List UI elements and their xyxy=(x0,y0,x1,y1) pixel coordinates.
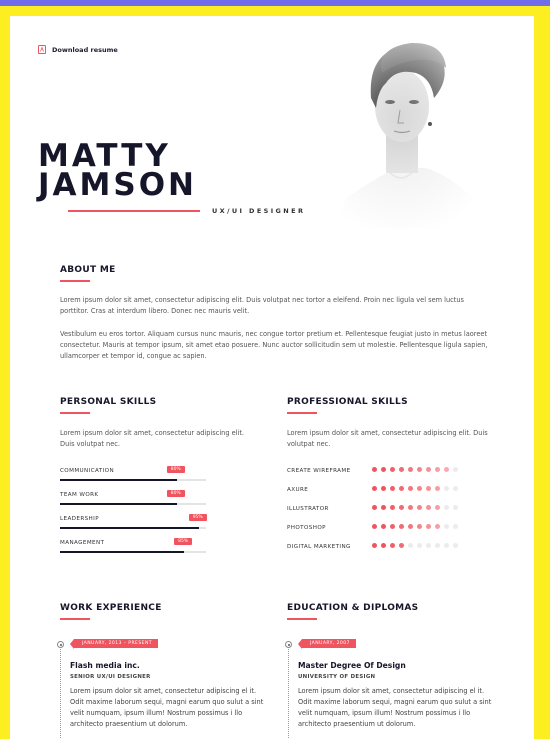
skill-level-dot xyxy=(390,524,395,529)
about-title: ABOUT ME xyxy=(60,265,116,275)
skill-level-dot xyxy=(435,543,440,548)
skill-level-dot xyxy=(381,524,386,529)
personal-skill-label: MANAGEMENT xyxy=(60,540,105,546)
name-underline xyxy=(68,210,200,212)
education-timeline-node xyxy=(285,641,292,648)
skill-level-dot xyxy=(453,524,458,529)
work-timeline-node xyxy=(57,641,64,648)
personal-skill-bar-fill xyxy=(60,503,177,505)
skill-level-dot xyxy=(381,543,386,548)
personal-skill-bar xyxy=(60,551,206,553)
skill-level-dot xyxy=(417,524,422,529)
skill-level-dot xyxy=(372,486,377,491)
job-role: UX/UI DESIGNER xyxy=(212,207,306,215)
skill-level-dot xyxy=(381,467,386,472)
skill-level-dot xyxy=(372,505,377,510)
skill-level-dot xyxy=(453,543,458,548)
personal-skill-bar xyxy=(60,527,206,529)
skill-level-dot xyxy=(408,486,413,491)
profile-photo xyxy=(316,28,486,228)
person-name xyxy=(38,138,197,203)
download-resume-link[interactable] xyxy=(38,45,118,54)
professional-skill-label: CREATE WIREFRAME xyxy=(287,468,351,474)
top-accent-bar xyxy=(0,0,550,6)
skill-level-dot xyxy=(390,505,395,510)
professional-skill-label: DIGITAL MARKETING xyxy=(287,544,351,550)
skill-level-dot xyxy=(381,486,386,491)
personal-skill-badge: 80% xyxy=(167,490,185,497)
first-name: MATTY xyxy=(38,138,171,174)
skill-level-dot xyxy=(435,486,440,491)
personal-skill-bar xyxy=(60,479,206,481)
pdf-file-icon xyxy=(38,45,46,54)
skill-level-dot xyxy=(435,467,440,472)
personal-skill-label: LEADERSHIP xyxy=(60,516,99,522)
about-paragraph-1: Lorem ipsum dolor sit amet, consectetur adipiscing elit. Duis volutpat nec tortor a eleifend. Proin nec ligula vel sem luctus porttitor. Cras at interdum libero. Donec nec mauris velit. xyxy=(60,296,464,315)
skill-level-dot xyxy=(426,486,431,491)
work-timeline-line xyxy=(60,646,61,739)
skill-level-dot xyxy=(399,467,404,472)
about-underline xyxy=(60,280,90,282)
personal-skills-underline xyxy=(60,412,90,414)
professional-skills-title: PROFESSIONAL SKILLS xyxy=(287,397,408,407)
skill-level-dot xyxy=(399,524,404,529)
personal-skill-badge: 85% xyxy=(174,538,192,545)
skill-level-dot xyxy=(372,543,377,548)
skill-level-dot xyxy=(390,543,395,548)
personal-skills-title: PERSONAL SKILLS xyxy=(60,397,157,407)
skill-level-dot xyxy=(399,486,404,491)
about-paragraph-2: Vestibulum eu eros tortor. Aliquam cursus nunc mauris, nec congue tortor pretium et. Pellentesque feugiat justo in metus laoreet consectetur. Mauris at tempor ipsum, sit amet etao posuere. Nunc auctor sollicitudin sem ut molestie. Pellentesque ligula sapien, ullamcorper et tempor id, congue ac sapien. xyxy=(60,330,488,360)
skill-level-dot xyxy=(444,467,449,472)
education-school: UNIVERSITY OF DESIGN xyxy=(298,674,376,680)
skill-level-dot xyxy=(426,467,431,472)
skill-level-dot xyxy=(444,543,449,548)
work-description: Lorem ipsum dolor sit amet, consectetur adipiscing el it. Odit maxime laborum sequi, magni earum quo sulut a sint velit numquam, ipsum illum! Nostrum possimus i llo architecto praesentium ut dolorum. xyxy=(70,687,264,728)
personal-skill-badge: 95% xyxy=(189,514,207,521)
skill-level-dot xyxy=(444,486,449,491)
skill-level-dot xyxy=(408,467,413,472)
personal-skill-bar-fill xyxy=(60,551,184,553)
personal-skill-bar xyxy=(60,503,206,505)
skill-level-dot xyxy=(372,524,377,529)
professional-skills-text: Lorem ipsum dolor sit amet, consectetur adipiscing elit. Duis volutpat nec. xyxy=(287,429,488,448)
skill-level-dot xyxy=(381,505,386,510)
personal-skill-label: COMMUNICATION xyxy=(60,468,115,474)
professional-skill-dots xyxy=(372,505,458,510)
skill-level-dot xyxy=(372,467,377,472)
last-name: JAMSON xyxy=(38,167,197,203)
personal-skill-label: TEAM WORK xyxy=(60,492,99,498)
skill-level-dot xyxy=(408,543,413,548)
professional-skill-label: ILLUSTRATOR xyxy=(287,506,329,512)
education-underline xyxy=(287,618,317,620)
skill-level-dot xyxy=(453,467,458,472)
skill-level-dot xyxy=(444,505,449,510)
skill-level-dot xyxy=(390,467,395,472)
personal-skills-text: Lorem ipsum dolor sit amet, consectetur adipiscing elit. Duis volutpat nec. xyxy=(60,429,245,448)
professional-skill-dots xyxy=(372,486,458,491)
skill-level-dot xyxy=(453,486,458,491)
professional-skill-label: AXURE xyxy=(287,487,309,493)
personal-skill-bar-fill xyxy=(60,479,177,481)
work-title: WORK EXPERIENCE xyxy=(60,603,162,613)
skill-level-dot xyxy=(408,505,413,510)
work-date-tag: JANUARY, 2013 – PRESENT xyxy=(74,639,158,648)
professional-skill-dots xyxy=(372,524,458,529)
skill-level-dot xyxy=(444,524,449,529)
professional-skill-dots xyxy=(372,467,458,472)
skill-level-dot xyxy=(408,524,413,529)
skill-level-dot xyxy=(399,505,404,510)
skill-level-dot xyxy=(417,486,422,491)
personal-skill-badge: 80% xyxy=(167,466,185,473)
skill-level-dot xyxy=(435,505,440,510)
education-degree: Master Degree Of Design xyxy=(298,661,406,670)
download-resume-label: Download resume xyxy=(52,45,118,54)
professional-skills-underline xyxy=(287,412,317,414)
skill-level-dot xyxy=(426,524,431,529)
professional-skill-dots xyxy=(372,543,458,548)
skill-level-dot xyxy=(390,486,395,491)
education-title: EDUCATION & DIPLOMAS xyxy=(287,603,419,613)
skill-level-dot xyxy=(426,543,431,548)
education-description: Lorem ipsum dolor sit amet, consectetur adipiscing el it. Odit maxime laborum sequi, magni earum quo sulut a sint velit numquam, ipsum illum! Nostrum possimus i llo architecto praesentium ut dolorum. xyxy=(298,687,492,728)
skill-level-dot xyxy=(417,467,422,472)
resume-card xyxy=(10,16,534,739)
skill-level-dot xyxy=(426,505,431,510)
professional-skill-label: PHOTOSHOP xyxy=(287,525,326,531)
skill-level-dot xyxy=(435,524,440,529)
education-timeline-line xyxy=(288,646,289,739)
work-position: SENIOR UX/UI DESIGNER xyxy=(70,674,151,680)
work-underline xyxy=(60,618,90,620)
skill-level-dot xyxy=(417,505,422,510)
skill-level-dot xyxy=(399,543,404,548)
work-company: Flash media inc. xyxy=(70,661,140,670)
personal-skill-bar-fill xyxy=(60,527,199,529)
skill-level-dot xyxy=(417,543,422,548)
education-date-tag: JANUARY, 2007 xyxy=(302,639,356,648)
skill-level-dot xyxy=(453,505,458,510)
